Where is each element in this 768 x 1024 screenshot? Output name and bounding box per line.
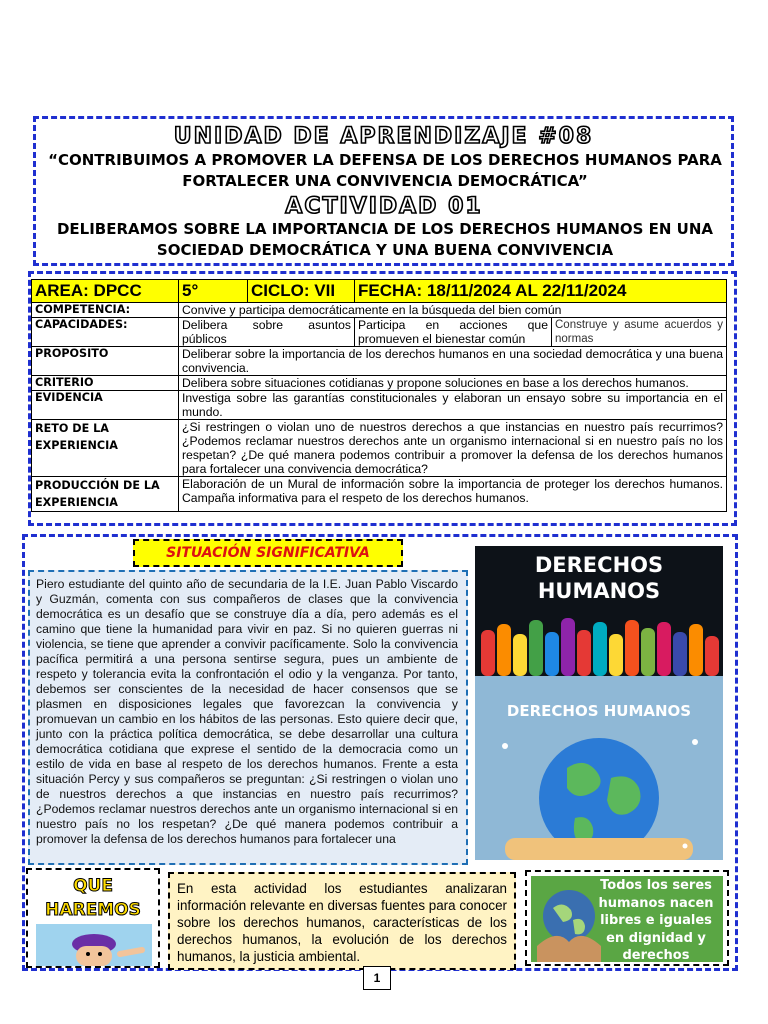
date-cell: FECHA: 18/11/2024 AL 22/11/2024 xyxy=(355,280,727,303)
situacion-text: Piero estudiante del quinto año de secundaria de la I.E. Juan Pablo Viscardo y Guzmán, comenta con sus compañeros de clases que la convivencia democrática es un desafío que se construye día a día, pero además es el camino que tiene la humanidad para vivir en paz. Si no quieren guerras ni violencia, se tiene que aprender a convivir pacíficamente. Solo la convivencia pacífica permitirá a una persona sentirse segura, pues un ambiente de respeto y tolerancia evita la confrontación el odio y la venganza. Por tanto, debemos ser conscientes de la necesidad de hacer consensos que se plasmen en disposiciones legales que favorezcan la convivencia y promuevan un cambio en los hábitos de las personas. Esto quiere decir que, junto con la práctica política democrática, se debe desarrollar una cultura democrática cotidiana que exprese el sentido de la democracia como un estilo de vida en base al respeto de los derechos humanos. Frente a esta situación Percy y sus compañeros se preguntan: ¿Si restringen o violan uno de nuestros derechos a que instancias en nuestro país recurrimos? ¿Podemos reclamar nuestros derechos ante un organismo internacional si en nuestro país no los respetan? ¿De qué manera podemos contribuir a promover la defensa de los derechos humanos para fortalecer una xyxy=(36,577,458,846)
page-number: 1 xyxy=(363,966,391,990)
capacidad-2: Participa en acciones que promueven el bienestar común xyxy=(355,318,552,347)
derechos-humanos-illustration xyxy=(475,546,723,860)
proposito-row xyxy=(32,347,727,376)
capacidad-1: Delibera sobre asuntos públicos xyxy=(179,318,355,347)
proposito-label: PROPOSITO xyxy=(32,347,179,376)
derechos-humanos-image xyxy=(475,546,723,860)
human-rights-banner-text: Todos los seres humanos nacen libres e iguales en dignidad y derechos xyxy=(598,878,714,963)
que-haremos-label: QUE HAREMOS xyxy=(45,876,141,920)
competencia-row xyxy=(32,303,727,318)
criterio-label: CRITERIO xyxy=(32,376,179,391)
situacion-title: SITUACIÓN SIGNIFICATIVA xyxy=(133,539,403,567)
que-haremos-text: En esta actividad los estudiantes analizaran información relevante en diversas fuentes para conocer sobre los derechos humanos, características de los derechos humanos, la evolución de los derechos humanos, la justicia ambiental. xyxy=(177,881,507,964)
cartoon-character-icon xyxy=(36,924,152,966)
evidencia-label: EVIDENCIA xyxy=(32,391,179,420)
info-table xyxy=(31,279,727,512)
unit-title: UNIDAD DE APRENDIZAJE #08 xyxy=(173,124,594,149)
info-header-row xyxy=(32,280,727,303)
evidencia-row xyxy=(32,391,727,420)
unit-subtitle: “CONTRIBUIMOS A PROMOVER LA DEFENSA DE LOS DERECHOS HUMANOS PARA FORTALECER UNA CONVIVENCIA DEMOCRÁTICA” xyxy=(48,151,722,190)
capacidad-3: Construye y asume acuerdos y normas xyxy=(552,318,727,347)
competencia-label: COMPETENCIA: xyxy=(32,303,179,318)
produccion-label: PRODUCCIÓN DE LA EXPERIENCIA xyxy=(32,477,179,512)
reto-value: ¿Si restringen o violan uno de nuestros derechos a que instancias en nuestro país recurrimos? ¿Podemos reclamar nuestros derechos ante un organismo internacional si en nuestro país no los respetan? ¿De qué manera podemos contribuir a promover la defensa de los derechos humanos para fortalecer una convivencia democrática? xyxy=(179,420,727,477)
capacidades-row xyxy=(32,318,727,347)
cycle-cell: CICLO: VII xyxy=(248,280,355,303)
image-heading-line-1: DERECHOS xyxy=(534,553,664,577)
produccion-value: Elaboración de un Mural de información sobre la importancia de proteger los derechos humanos. Campaña informativa para el respeto de los derechos humanos. xyxy=(179,477,727,512)
grade-cell: 5° xyxy=(179,280,248,303)
area-cell: AREA: DPCC xyxy=(32,280,179,303)
criterio-value: Delibera sobre situaciones cotidianas y propone soluciones en base a los derechos humanos. xyxy=(179,376,727,391)
competencia-value: Convive y participa democráticamente en la búsqueda del bien común xyxy=(179,303,727,318)
image-heading-line-2: HUMANOS xyxy=(537,579,661,603)
criterio-row xyxy=(32,376,727,391)
produccion-row xyxy=(32,477,727,512)
image-banner-text: DERECHOS HUMANOS xyxy=(506,702,692,720)
activity-subtitle: DELIBERAMOS SOBRE LA IMPORTANCIA DE LOS DERECHOS HUMANOS EN UNA SOCIEDAD DEMOCRÁTICA Y UNA BUENA CONVIVENCIA xyxy=(56,220,714,259)
reto-row xyxy=(32,420,727,477)
activity-title: ACTIVIDAD 01 xyxy=(285,194,483,219)
reto-label: RETO DE LA EXPERIENCIA xyxy=(32,420,179,477)
evidencia-value: Investiga sobre las garantías constitucionales y elaboran un ensayo sobre su importancia en el mundo. xyxy=(179,391,727,420)
capacidades-label: CAPACIDADES: xyxy=(32,318,179,347)
proposito-value: Deliberar sobre la importancia de los derechos humanos en una sociedad democrática y una buena convivencia. xyxy=(179,347,727,376)
